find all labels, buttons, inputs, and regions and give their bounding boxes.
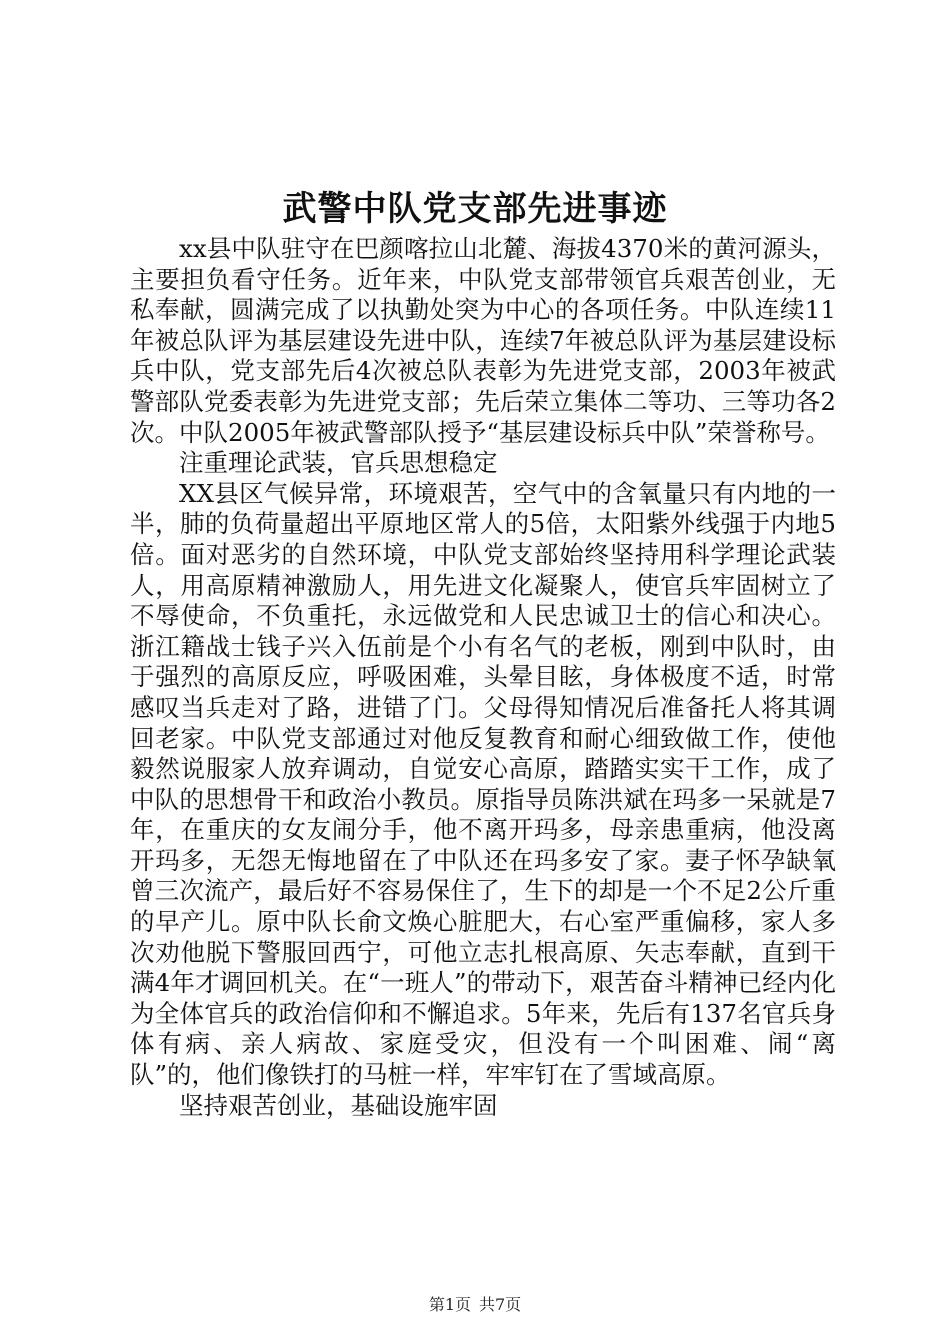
document-body bbox=[130, 234, 836, 1121]
page-total: 共7页 bbox=[479, 1295, 522, 1314]
page-number: 第1页 bbox=[428, 1295, 471, 1314]
section-heading-infrastructure: 坚持艰苦创业，基础设施牢固 bbox=[179, 1090, 498, 1120]
paragraph-theory: XX县区气候异常，环境艰苦，空气中的含氧量只有内地的一半，肺的负荷量超出平原地区常人的5倍，太阳紫外线强于内地5倍。面对恶劣的自然环境，中队党支部始终坚持用科学理论武装人，用高原精神激励人，用先进文化凝聚人，使官兵牢固树立了不辱使命，不负重托，永远做党和人民忠诚卫士的信心和决心。浙江籍战士钱子兴入伍前是个小有名气的老板，刚到中队时，由于强烈的高原反应，呼吸困难，头晕目眩，身体极度不适，时常感叹当兵走对了路，进错了门。父母得知情况后准备托人将其调回老家。中队党支部通过对他反复教育和耐心细致做工作，使他毅然说服家人放弃调动，自觉安心高原，踏踏实实干工作，成了中队的思想骨干和政治小教员。原指导员陈洪斌在玛多一呆就是7年，在重庆的女友闹分手，他不离开玛多，母亲患重病，他没离开玛多，无怨无悔地留在了中队还在玛多安了家。妻子怀孕缺氧曾三次流产，最后好不容易保住了，生下的却是一个不足2公斤重的早产儿。原中队长俞文焕心脏肥大，右心室严重偏移，家人多次劝他脱下警服回西宁，可他立志扎根高原、矢志奉献，直到干满4年才调回机关。在“一班人”的带动下，艰苦奋斗精神已经内化为全体官兵的政治信仰和不懈追求。5年来，先后有137名官兵身体有病、亲人病故、家庭受灾，但没有一个叫困难、闹“离队”的，他们像铁打的马桩一样，牢牢钉在了雪域高原。 bbox=[130, 478, 836, 1090]
section-heading-theory: 注重理论武装，官兵思想稳定 bbox=[179, 448, 498, 478]
page-footer bbox=[0, 1295, 950, 1315]
paragraph-intro: xx县中队驻守在巴颜喀拉山北麓、海拔4370米的黄河源头，主要担负看守任务。近年来，中队党支部带领官兵艰苦创业，无私奉献，圆满完成了以执勤处突为中心的各项任务。中队连续11年被总队评为基层建设先进中队，连续7年被总队评为基层建设标兵中队，党支部先后4次被总队表彰为先进党支部，2003年被武警部队党委表彰为先进党支部；先后荣立集体二等功、三等功各2次。中队2005年被武警部队授予“基层建设标兵中队”荣誉称号。 bbox=[130, 234, 836, 447]
page-title: 武警中队党支部先进事迹 bbox=[282, 189, 668, 229]
